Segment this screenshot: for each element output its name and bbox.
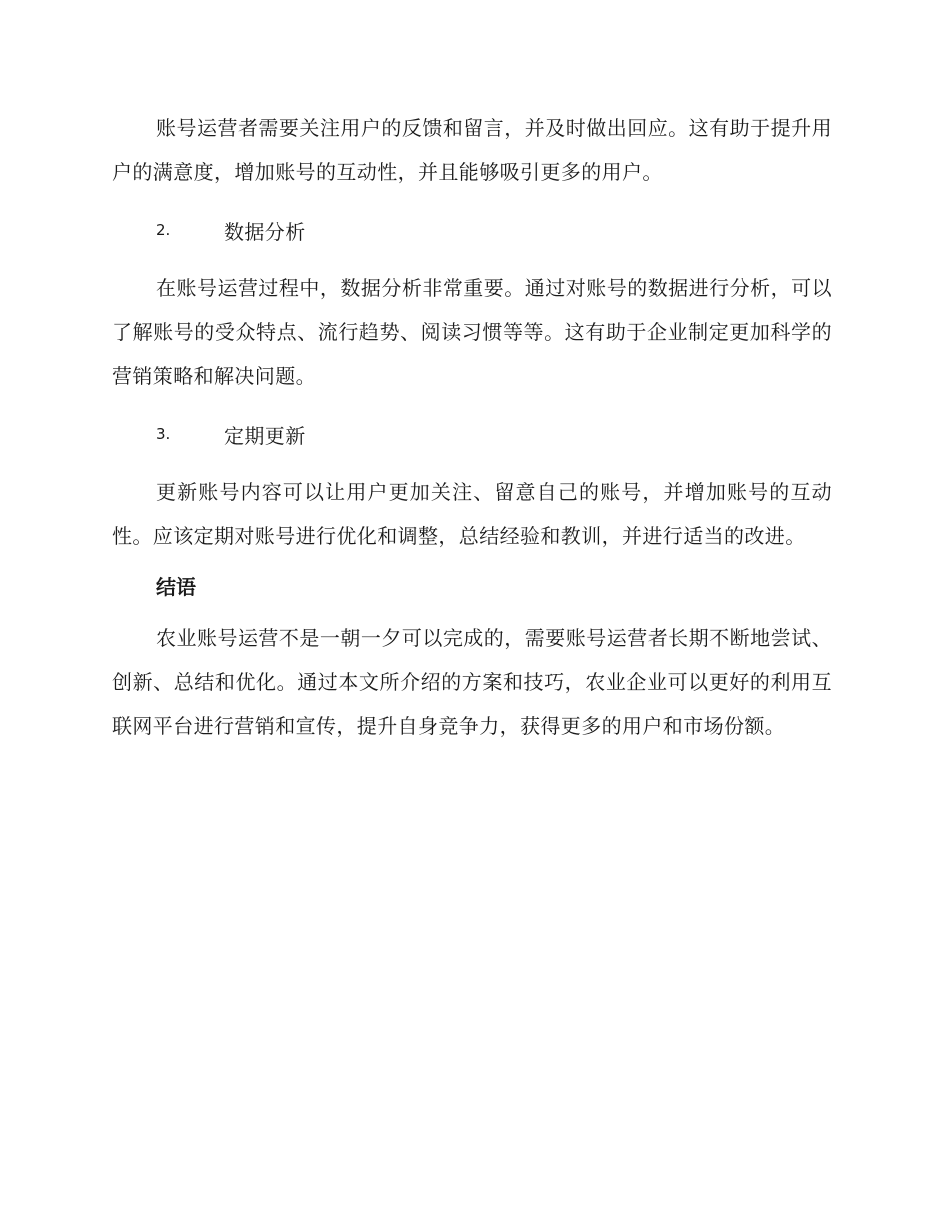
paragraph-regular-update: 更新账号内容可以让用户更加关注、留意自己的账号，并增加账号的互动性。应该定期对账号进行优化和调整，总结经验和教训，并进行适当的改进。 <box>112 480 832 548</box>
list-item-data-analysis <box>112 208 832 252</box>
section-heading-conclusion: 结语 <box>156 575 196 599</box>
list-number: 3. <box>156 425 171 443</box>
paragraph-feedback: 账号运营者需要关注用户的反馈和留言，并及时做出回应。这有助于提升用户的满意度，增加账号的互动性，并且能够吸引更多的用户。 <box>112 116 832 184</box>
document-body <box>112 106 832 748</box>
list-number: 2. <box>156 221 171 239</box>
paragraph-data-analysis: 在账号运营过程中，数据分析非常重要。通过对账号的数据进行分析，可以了解账号的受众特点、流行趋势、阅读习惯等等。这有助于企业制定更加科学的营销策略和解决问题。 <box>112 276 832 388</box>
paragraph-conclusion: 农业账号运营不是一朝一夕可以完成的，需要账号运营者长期不断地尝试、创新、总结和优化。通过本文所介绍的方案和技巧，农业企业可以更好的利用互联网平台进行营销和宣传，提升自身竞争力，获得更多的用户和市场份额。 <box>112 626 832 738</box>
list-item-regular-update <box>112 412 832 456</box>
list-item-label: 定期更新 <box>224 423 306 448</box>
list-item-label: 数据分析 <box>224 219 306 244</box>
